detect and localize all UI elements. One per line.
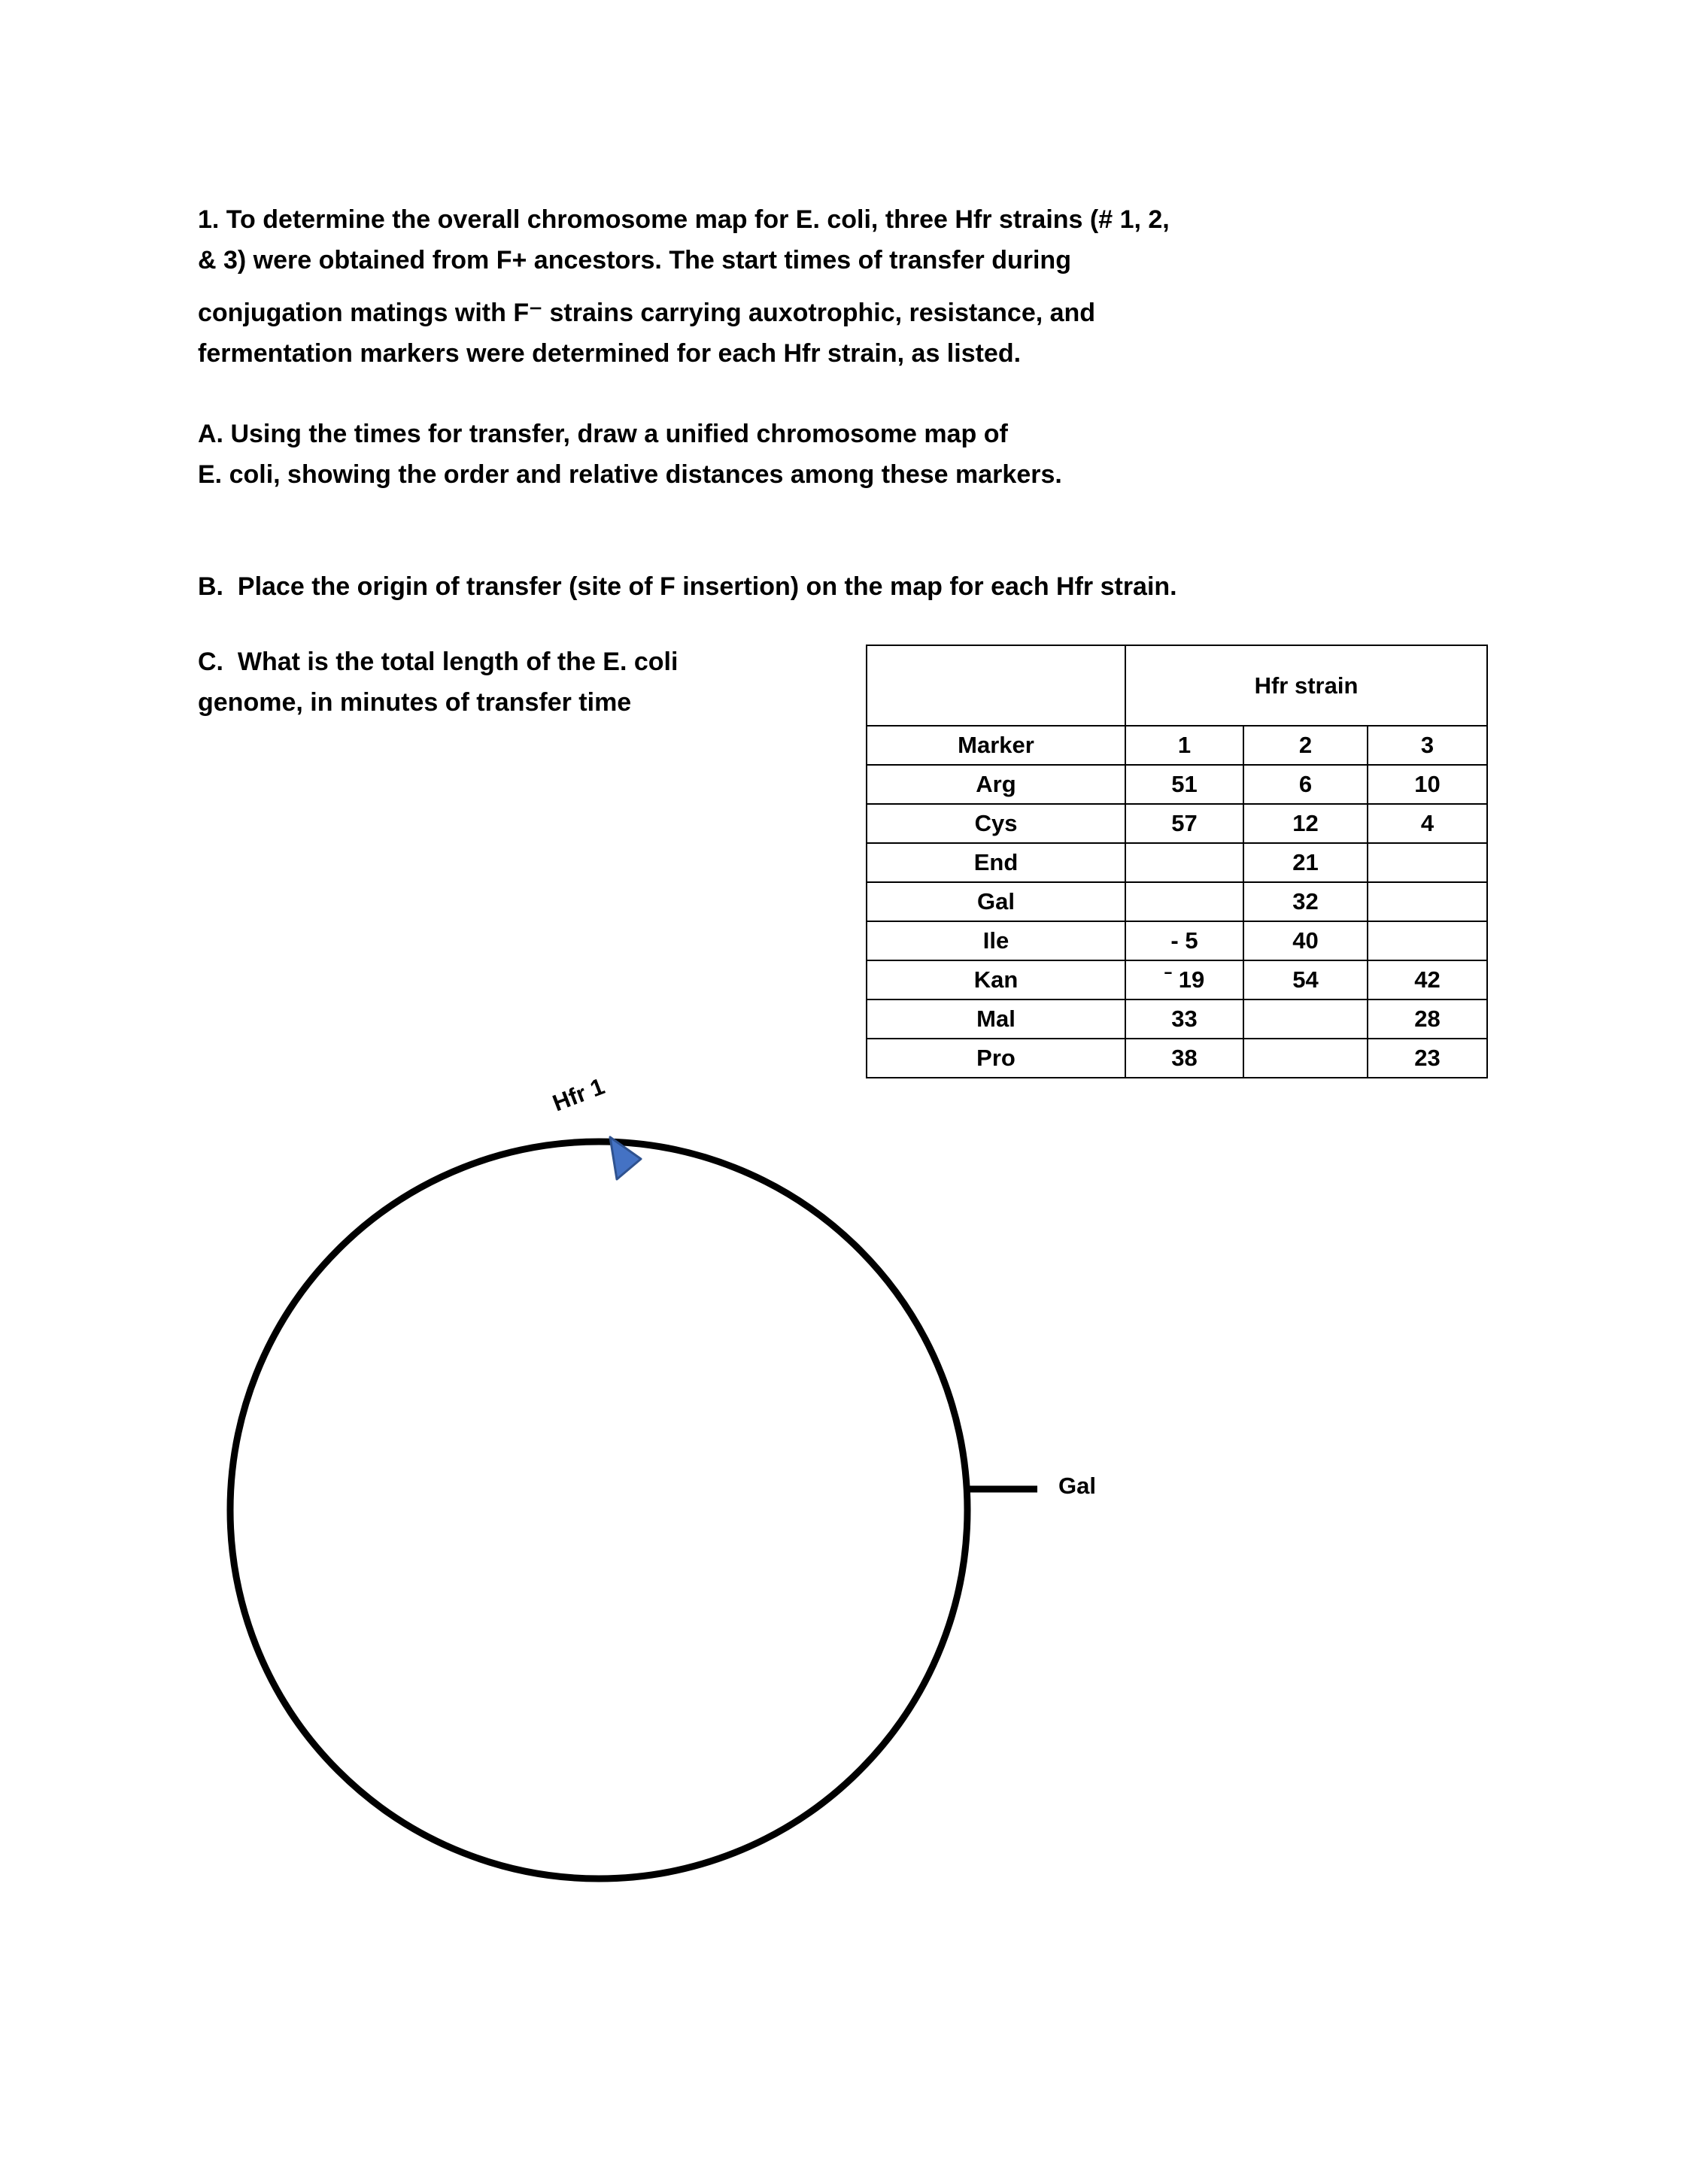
text-line: A. Using the times for transfer, draw a unified chromosome map of [198, 420, 1008, 448]
column-header-cell: 2 [1243, 726, 1368, 765]
value-cell: 38 [1125, 1039, 1243, 1078]
marker-cell: Pro [867, 1039, 1125, 1078]
table-row [867, 765, 1487, 804]
blank-cell [867, 645, 1125, 726]
value-cell: 42 [1368, 960, 1487, 999]
hfr-strain-table [866, 645, 1488, 1078]
table-row [867, 999, 1487, 1039]
value-cell: 32 [1243, 882, 1368, 921]
marker-cell: Cys [867, 804, 1125, 843]
value-cell: 51 [1125, 765, 1243, 804]
text-line: conjugation matings with F⁻ strains carrying auxotrophic, resistance, and [198, 299, 1096, 327]
value-cell: ˉ 19 [1125, 960, 1243, 999]
chromosome-circle [230, 1142, 967, 1879]
marker-cell: Kan [867, 960, 1125, 999]
value-cell: 54 [1243, 960, 1368, 999]
value-cell: - 5 [1125, 921, 1243, 960]
table-row [867, 960, 1487, 999]
value-cell [1125, 882, 1243, 921]
hfr1-label: Hfr 1 [548, 1072, 609, 1117]
marker-cell: Ile [867, 921, 1125, 960]
value-cell [1243, 999, 1368, 1039]
value-cell: 57 [1125, 804, 1243, 843]
marker-cell: End [867, 843, 1125, 882]
value-cell [1368, 843, 1487, 882]
text-line: B. Place the origin of transfer (site of F insertion) on the map for each Hfr strain. [198, 572, 1177, 601]
text-line: 1. To determine the overall chromosome map for E. coli, three Hfr strains (# 1, 2, [198, 205, 1170, 234]
text-line: fermentation markers were determined for each Hfr strain, as listed. [198, 339, 1022, 368]
text-line: E. coli, showing the order and relative distances among these markers. [198, 460, 1062, 489]
chromosome-diagram [196, 1053, 1098, 1918]
column-header-cell: 1 [1125, 726, 1243, 765]
value-cell: 40 [1243, 921, 1368, 960]
group-header-cell: Hfr strain [1125, 645, 1487, 726]
value-cell: 4 [1368, 804, 1487, 843]
table-row [867, 804, 1487, 843]
table-row [867, 882, 1487, 921]
value-cell: 23 [1368, 1039, 1487, 1078]
column-header-cell: 3 [1368, 726, 1487, 765]
part-b-paragraph [198, 566, 1177, 607]
column-header-cell: Marker [867, 726, 1125, 765]
question-1-paragraph [198, 199, 1170, 374]
value-cell: 33 [1125, 999, 1243, 1039]
gal-label: Gal [1058, 1473, 1096, 1499]
value-cell: 10 [1368, 765, 1487, 804]
table-group-header-row [867, 645, 1487, 726]
table-row [867, 921, 1487, 960]
text-line: genome, in minutes of transfer time [198, 688, 632, 717]
value-cell: 6 [1243, 765, 1368, 804]
value-cell: 28 [1368, 999, 1487, 1039]
table-row [867, 843, 1487, 882]
table-header-row [867, 726, 1487, 765]
value-cell [1368, 921, 1487, 960]
marker-cell: Mal [867, 999, 1125, 1039]
part-c-paragraph [198, 642, 678, 723]
marker-cell: Gal [867, 882, 1125, 921]
marker-cell: Arg [867, 765, 1125, 804]
value-cell [1125, 843, 1243, 882]
text-line: & 3) were obtained from F+ ancestors. The start times of transfer during [198, 246, 1071, 275]
part-a-paragraph [198, 414, 1062, 495]
value-cell [1243, 1039, 1368, 1078]
value-cell: 21 [1243, 843, 1368, 882]
value-cell [1368, 882, 1487, 921]
value-cell: 12 [1243, 804, 1368, 843]
text-line: C. What is the total length of the E. coli [198, 648, 679, 676]
